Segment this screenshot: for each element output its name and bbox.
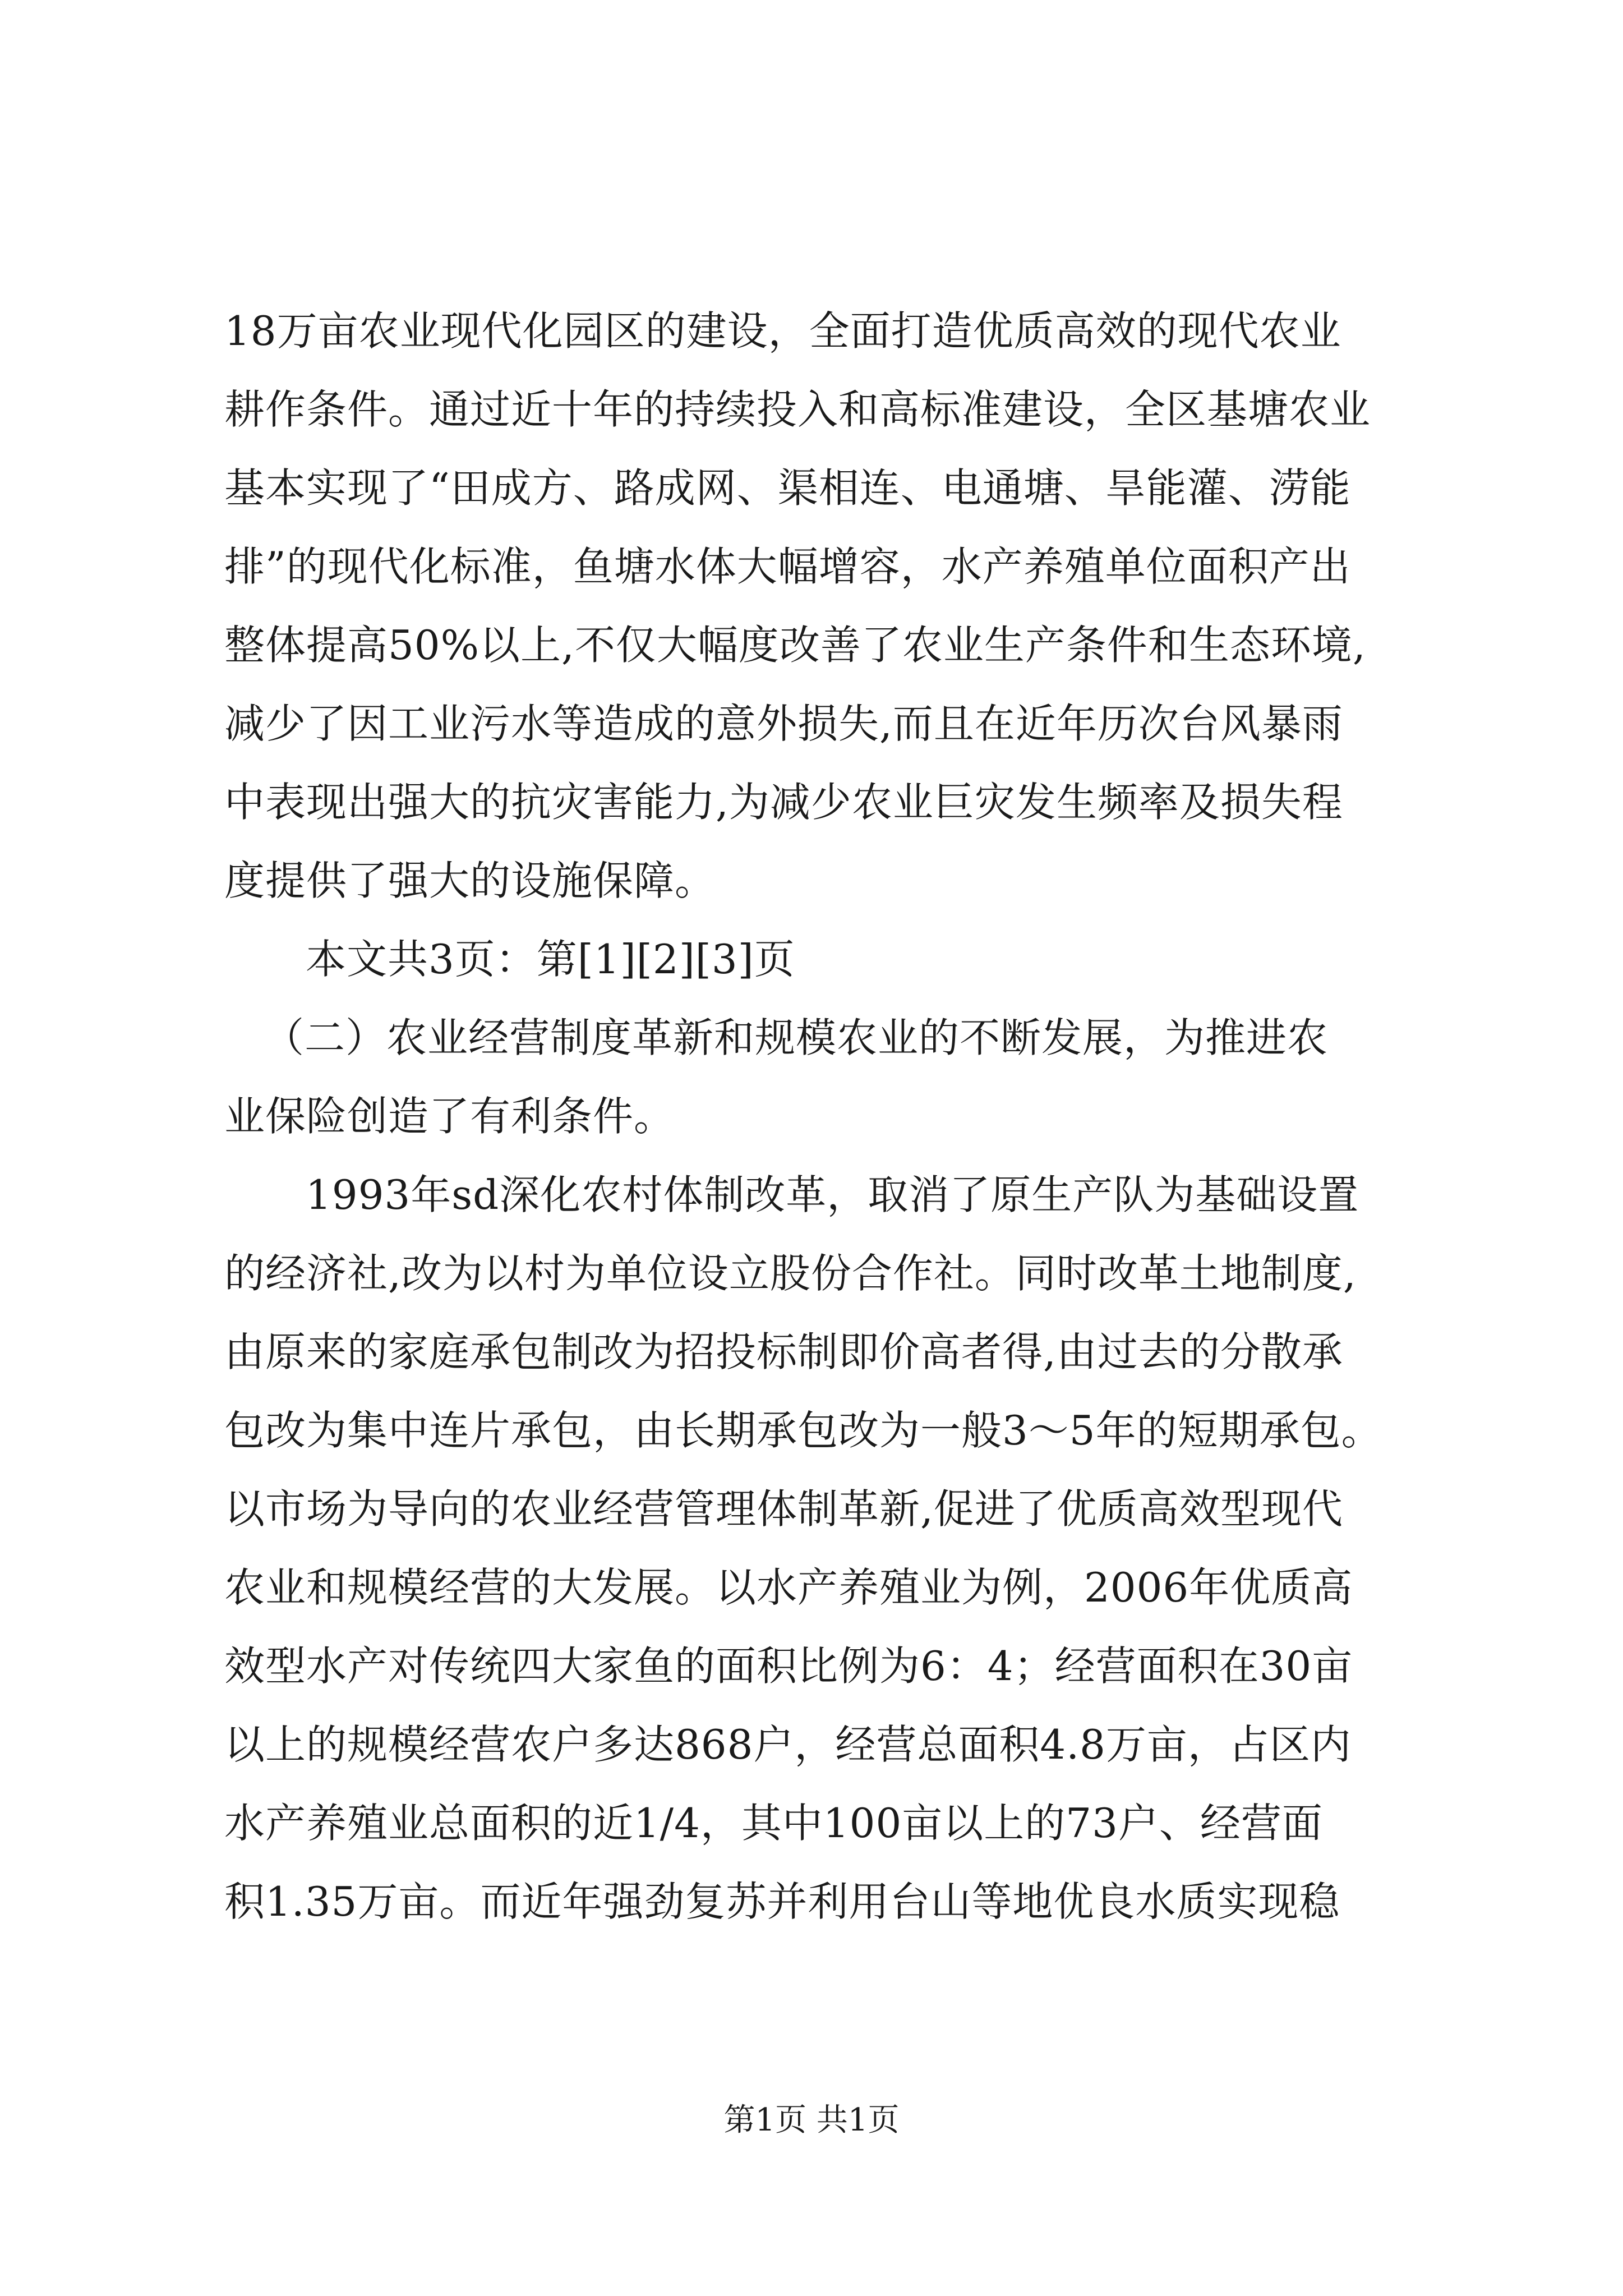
text-line: 积1.35万亩。而近年强劲复苏并利用台山等地优良水质实现稳 <box>224 1878 1340 1925</box>
text-line: 度提供了强大的设施保障。 <box>224 857 716 904</box>
text-line: 由原来的家庭承包制改为招投标制即价高者得,由过去的分散承 <box>224 1328 1343 1375</box>
page-footer: 第1页 共1页 <box>723 2102 900 2138</box>
text-line: 耕作条件。通过近十年的持续投入和高标准建设，全区基塘农业 <box>224 386 1371 433</box>
text-line: 减少了因工业污水等造成的意外损失,而且在近年历次台风暴雨 <box>224 700 1343 747</box>
text-line: 基本实现了“田成方、路成网、渠相连、电通塘、旱能灌、涝能 <box>224 464 1351 512</box>
text-line: 农业和规模经营的大发展。以水产养殖业为例，2006年优质高 <box>224 1564 1353 1611</box>
text-line: 以市场为导向的农业经营管理体制革新,促进了优质高效型现代 <box>224 1485 1343 1533</box>
text-line: 1993年sd深化农村体制改革，取消了原生产队为基础设置 <box>306 1171 1359 1218</box>
text-line: 18万亩农业现代化园区的建设，全面打造优质高效的现代农业 <box>224 307 1341 355</box>
text-line: 水产养殖业总面积的近1/4，其中100亩以上的73户、经营面 <box>224 1800 1323 1847</box>
text-line: 以上的规模经营农户多达868户，经营总面积4.8万亩，占区内 <box>224 1721 1352 1768</box>
section-heading-continued: 业保险创造了有利条件。 <box>224 1093 675 1140</box>
text-line: 的经济社,改为以村为单位设立股份合作社。同时改革土地制度, <box>224 1250 1357 1297</box>
page-navigation-text: 本文共3页：第[1][2][3]页 <box>306 936 795 983</box>
text-line: 中表现出强大的抗灾害能力,为减少农业巨灾发生频率及损失程 <box>224 779 1343 826</box>
text-line: 效型水产对传统四大家鱼的面积比例为6：4；经营面积在30亩 <box>224 1642 1353 1690</box>
section-heading: （二）农业经营制度革新和规模农业的不断发展，为推进农 <box>264 1014 1329 1061</box>
text-line: 包改为集中连片承包，由长期承包改为一般3～5年的短期承包。 <box>224 1407 1382 1454</box>
text-line: 排”的现代化标准，鱼塘水体大幅增容，水产养殖单位面积产出 <box>224 543 1351 590</box>
text-line: 整体提高50%以上,不仅大幅度改善了农业生产条件和生态环境, <box>224 622 1366 669</box>
